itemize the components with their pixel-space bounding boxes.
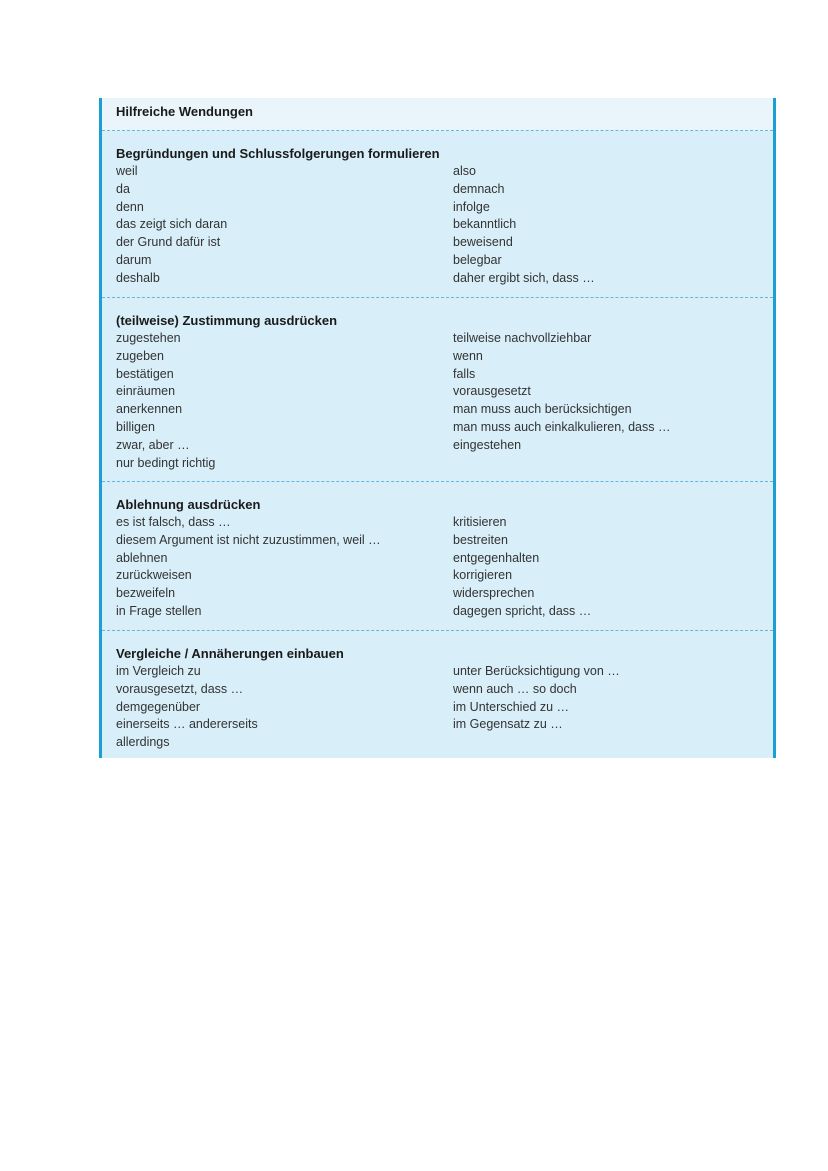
phrase-item: wenn auch … so doch <box>453 681 577 696</box>
phrase-item: da <box>116 181 130 196</box>
phrase-item: anerkennen <box>116 402 183 417</box>
phrase-item: beweisend <box>453 235 513 250</box>
phrase-list-right <box>453 163 753 288</box>
section-heading: Ablehnung ausdrücken <box>116 497 261 512</box>
phrase-item: unter Berücksichtigung von … <box>453 664 620 678</box>
phrase-list-right <box>453 663 753 752</box>
phrase-item: man muss auch berücksichtigen <box>453 402 632 417</box>
phrase-item: korrigieren <box>453 568 513 583</box>
phrase-item: zugeben <box>116 348 164 363</box>
phrase-item: zurückweisen <box>116 568 192 583</box>
phrase-item: im Unterschied zu … <box>453 699 570 714</box>
phrase-item: entgegenhalten <box>453 550 540 565</box>
section-reasoning <box>102 131 773 297</box>
phrase-item: es ist falsch, dass … <box>116 515 231 529</box>
phrase-columns <box>116 163 773 288</box>
phrase-item: weil <box>116 164 138 178</box>
phrase-item: zwar, aber … <box>116 437 190 452</box>
box-header <box>102 98 773 131</box>
phrase-item: der Grund dafür ist <box>116 235 221 250</box>
phrase-item: ablehnen <box>116 550 168 565</box>
phrase-item: demnach <box>453 181 505 196</box>
phrase-item: falls <box>453 366 476 381</box>
phrase-item: vorausgesetzt <box>453 384 531 399</box>
section-heading: (teilweise) Zustimmung ausdrücken <box>116 313 338 328</box>
phrase-item: widersprechen <box>453 586 535 601</box>
phrase-item: nur bedingt richtig <box>116 455 216 470</box>
phrase-item: teilweise nachvollziehbar <box>453 331 592 345</box>
section-rejection <box>102 481 773 630</box>
phrase-item: vorausgesetzt, dass … <box>116 681 244 696</box>
phrase-item: kritisieren <box>453 515 507 529</box>
phrase-list-left <box>116 163 453 288</box>
phrase-columns <box>116 514 773 621</box>
phrase-item: dagegen spricht, dass … <box>453 603 592 618</box>
section-agreement <box>102 297 773 481</box>
phrase-item: demgegenüber <box>116 699 201 714</box>
section-comparisons <box>102 630 773 758</box>
phrase-item: in Frage stellen <box>116 603 202 618</box>
phrase-item: diesem Argument ist nicht zuzustimmen, weil … <box>116 532 381 547</box>
phrase-columns <box>116 663 773 752</box>
phrase-list-right <box>453 330 753 472</box>
phrase-list-left <box>116 514 453 621</box>
phrase-item: einerseits … andererseits <box>116 717 258 732</box>
phrase-item: einräumen <box>116 384 176 399</box>
phrase-columns <box>116 330 773 472</box>
phrase-item: darum <box>116 252 152 267</box>
phrase-item: bestreiten <box>453 532 508 547</box>
helpful-phrases-box <box>99 98 776 758</box>
section-heading: Vergleiche / Annäherungen einbauen <box>116 646 344 661</box>
phrase-item: zugestehen <box>116 331 181 345</box>
phrase-item: bekanntlich <box>453 217 517 232</box>
phrase-list-left <box>116 330 453 472</box>
phrase-item: eingestehen <box>453 437 522 452</box>
phrase-item: daher ergibt sich, dass … <box>453 270 595 285</box>
phrase-item: bestätigen <box>116 366 174 381</box>
phrase-item: billigen <box>116 419 155 434</box>
phrase-item: allerdings <box>116 735 170 750</box>
phrase-item: also <box>453 164 476 178</box>
phrase-item: infolge <box>453 199 490 214</box>
phrase-item: im Vergleich zu <box>116 664 201 678</box>
phrase-item: bezweifeln <box>116 586 176 601</box>
phrase-item: wenn <box>453 348 483 363</box>
phrase-item: denn <box>116 199 144 214</box>
phrase-item: deshalb <box>116 270 160 285</box>
section-heading: Begründungen und Schlussfolgerungen formulieren <box>116 146 440 161</box>
phrase-list-right <box>453 514 753 621</box>
phrase-item: im Gegensatz zu … <box>453 717 563 732</box>
phrase-item: belegbar <box>453 252 502 267</box>
phrase-item: man muss auch einkalkulieren, dass … <box>453 419 671 434</box>
phrase-list-left <box>116 663 453 752</box>
phrase-item: das zeigt sich daran <box>116 217 228 232</box>
box-title: Hilfreiche Wendungen <box>116 104 253 119</box>
